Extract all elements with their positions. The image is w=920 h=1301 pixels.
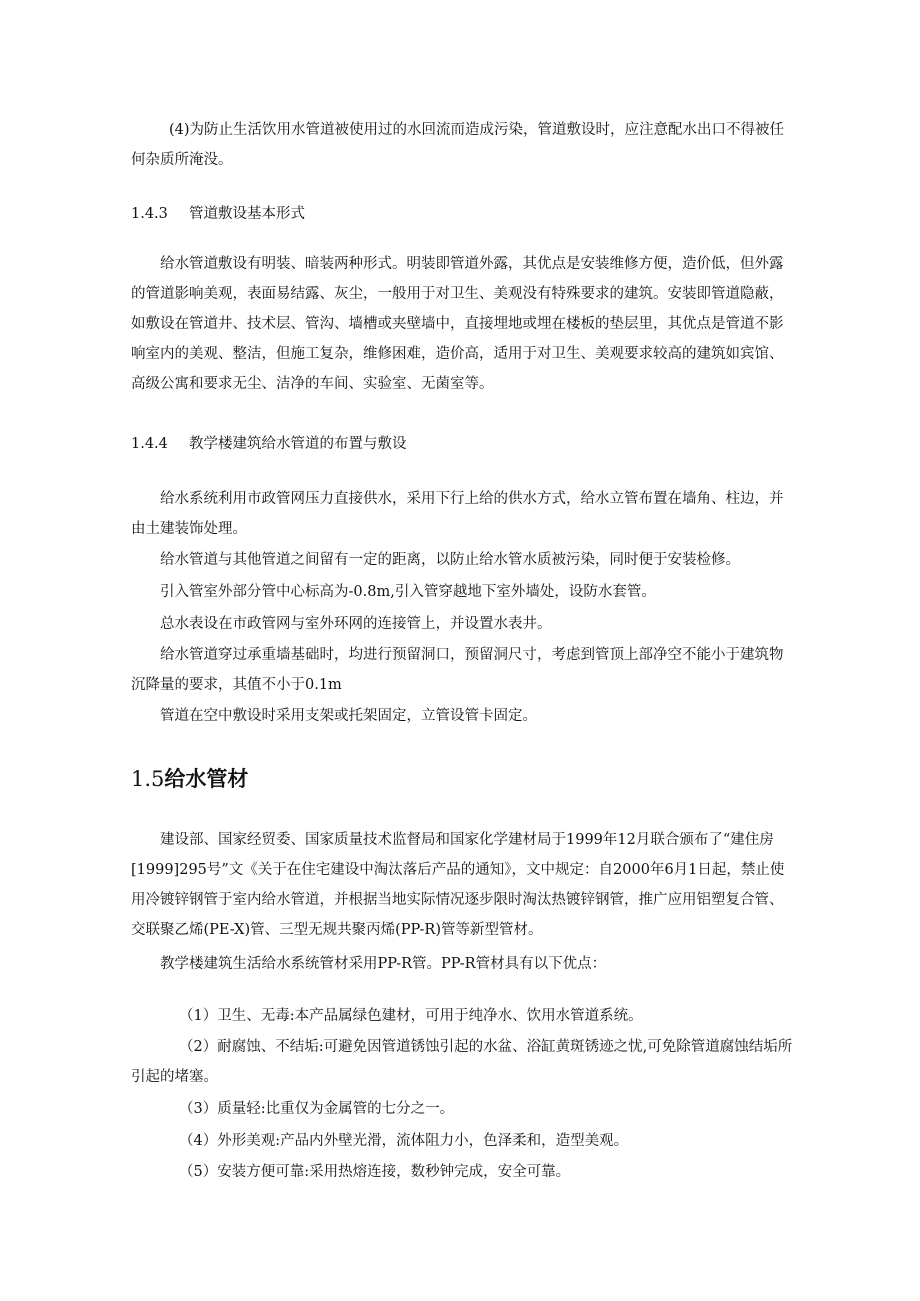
list-item: （4）外形美观:产品内外壁光滑，流体阻力小，色泽柔和，造型美观。 <box>179 1133 629 1149</box>
paragraph-pipe-distance: 给水管道与其他管道之间留有一定的距离，以防止给水管水质被污染，同时便于安装检修。 <box>160 552 740 568</box>
paragraph-wall-opening: 给水管道穿过承重墙基础时，均进行预留洞口，预留洞尺寸，考虑到管顶上部净空不能小于建筑物沉降量的要求，其值不小于0.1m <box>131 647 784 693</box>
list-item: （2）耐腐蚀、不结垢:可避免因管道锈蚀引起的水盆、浴缸黄斑锈迹之忧,可免除管道腐蚀结垢所引起的堵塞。 <box>131 1039 793 1085</box>
heading-number: 1.4.3 <box>131 206 168 222</box>
paragraph-ppr-intro: 教学楼建筑生活给水系统管材采用PP-R管。PP-R管材具有以下优点： <box>160 956 607 972</box>
paragraph-inlet-pipe: 引入管室外部分管中心标高为-0.8m,引入管穿越地下室外墙处，设防水套管。 <box>160 584 656 600</box>
paragraph-backflow: (4)为防止生活饮用水管道被使用过的水回流而造成污染，管道敷设时，应注意配水出口不得被任何杂质所淹没。 <box>131 122 785 168</box>
paragraph-supply-system: 给水系统利用市政管网压力直接供水，采用下行上给的供水方式，给水立管布置在墙角、柱边，并由土建装饰处理。 <box>131 491 784 537</box>
list-item: （5）安装方便可靠:采用热熔连接，数秒钟完成，安全可靠。 <box>179 1164 571 1180</box>
heading-1-5 <box>131 763 248 793</box>
heading-number: 1.5 <box>131 767 165 791</box>
paragraph-supports: 管道在空中敷设时采用支架或托架固定，立管设管卡固定。 <box>160 708 537 724</box>
paragraph-water-meter: 总水表设在市政管网与室外环网的连接管上，并设置水表井。 <box>160 616 552 632</box>
list-item: （3）质量轻:比重仅为金属管的七分之一。 <box>179 1101 455 1117</box>
heading-number: 1.4.4 <box>131 436 168 452</box>
heading-1-4-3 <box>131 202 305 223</box>
paragraph-regulation: 建设部、国家经贸委、国家质量技术监督局和国家化学建材局于1999年12月联合颁布了“建住房[1999]295号”文《关于在住宅建设中淘汰落后产品的通知》，文中规定：自2000年6月1日起，禁止使用冷镀锌钢管于室内给水管道，并根据当地实际情况逐步限时淘汰热镀锌钢管，推广应用铝塑复合管、交联聚乙烯(PE-X)管、三型无规共聚丙烯(PP-R)管等新型管材。 <box>131 832 785 938</box>
heading-title: 管道敷设基本形式 <box>189 206 305 222</box>
heading-1-4-4 <box>131 432 407 453</box>
list-item: （1）卫生、无毒:本产品属绿色建材，可用于纯净水、饮用水管道系统。 <box>179 1008 643 1024</box>
heading-title: 教学楼建筑给水管道的布置与敷设 <box>189 436 407 452</box>
paragraph-laying-forms: 给水管道敷设有明装、暗装两种形式。明装即管道外露，其优点是安装维修方便，造价低，但外露的管道影响美观，表面易结露、灰尘，一般用于对卫生、美观没有特殊要求的建筑。安装即管道隐蔽，如敷设在管道井、技术层、管沟、墙槽或夹壁墙中，直接埋地或埋在楼板的垫层里，其优点是管道不影响室内的美观、整洁，但施工复杂，维修困难，造价高，适用于对卫生、美观要求较高的建筑如宾馆、高级公寓和要求无尘、洁净的车间、实验室、无菌室等。 <box>131 256 784 392</box>
heading-title: 给水管材 <box>164 767 249 791</box>
